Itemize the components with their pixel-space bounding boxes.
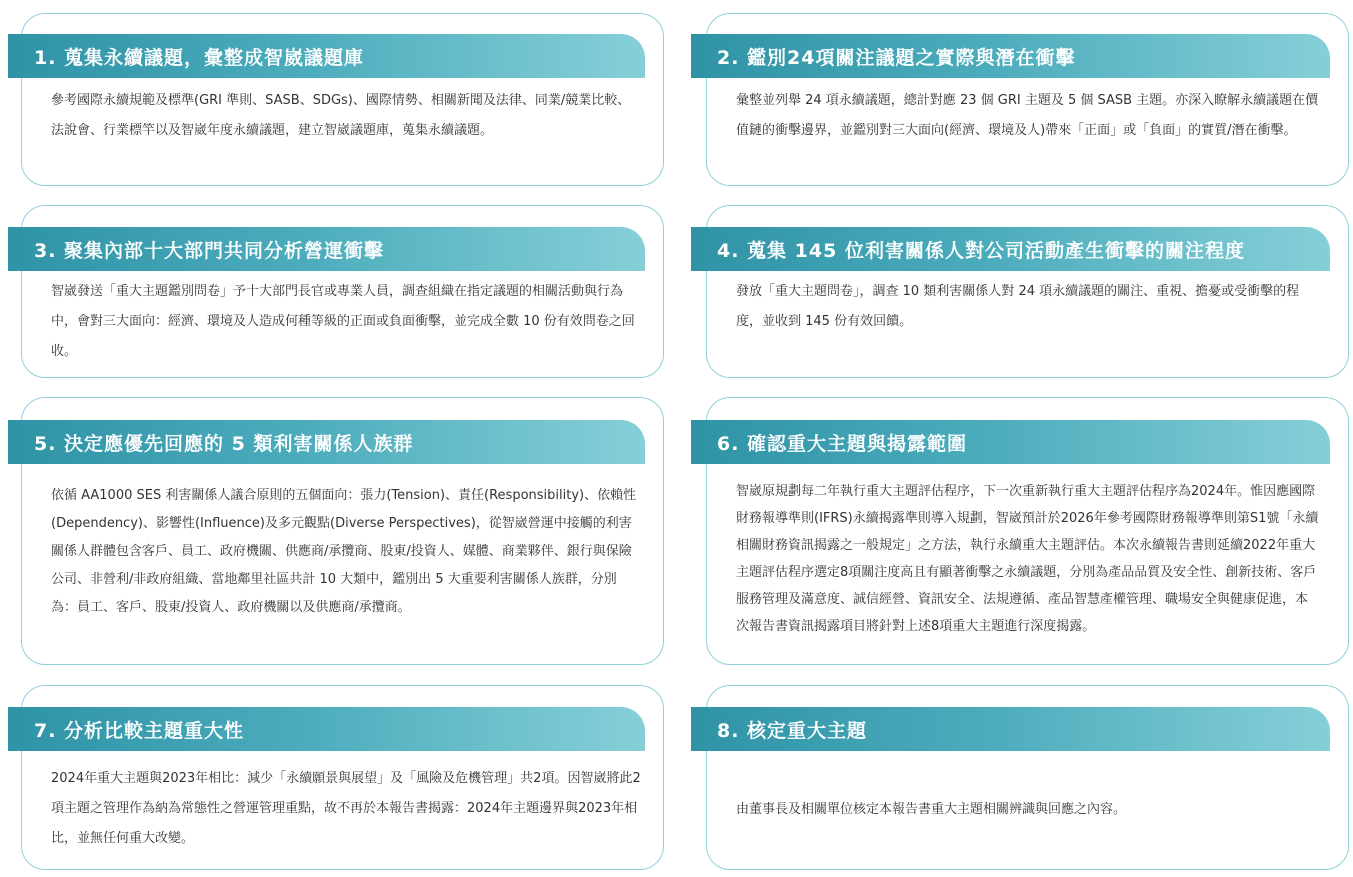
step-title-7: 7. 分析比較主題重大性 [34,719,245,742]
step-text-1: 參考國際永續規範及標準(GRI 準則、SASB、SDGs)、國際情勢、相關新聞及法律、同業/競業比較、法說會、行業標竿以及智崴年度永續議題，建立智崴議題庫，蒐集永續議題。 [51,93,631,138]
step-title-5: 5. 決定應優先回應的 5 類利害關係人族群 [34,432,414,455]
step-text-6: 智崴原規劃每二年執行重大主題評估程序，下一次重新執行重大主題評估程序為2024年。惟因應國際財務報導準則(IFRS)永續揭露準則導入規劃，智崴預計於2026年參考國際財務報導準則第S1號「永續相關財務資訊揭露之一般規定」之方法，執行永續重大主題評估。本次永續報告書則延續2022年重大主題評估程序選定8項關注度高且有顯著衝擊之永續議題，分別為產品品質及安全性、創新技術、客戶服務管理及滿意度、誠信經營、資訊安全、法規遵循、產品智慧產權管理、職場安全與健康促進，本次報告書資訊揭露項目將針對上述8項重大主題進行深度揭露。 [736,484,1319,634]
step-banner-2 [691,34,1330,78]
step-title-4: 4. 蒐集 145 位利害關係人對公司活動產生衝擊的關注程度 [717,239,1245,262]
step-banner-6 [691,420,1330,464]
step-title-1: 1. 蒐集永續議題，彙整成智崴議題庫 [34,46,365,69]
step-title-3: 3. 聚集內部十大部門共同分析營運衝擊 [34,239,385,262]
step-text-7: 2024年重大主題與2023年相比：減少「永續願景與展望」及「風險及危機管理」共2項。因智崴將此2項主題之管理作為納為常態性之營運管理重點，故不再於本報告書揭露：2024年主題邊界與2023年相比，並無任何重大改變。 [51,771,641,846]
step-title-6: 6. 確認重大主題與揭露範圍 [717,432,968,455]
step-banner-1 [8,34,645,78]
step-banner-4 [691,227,1330,271]
step-text-8: 由董事長及相關單位核定本報告書重大主題相關辨識與回應之內容。 [736,802,1127,817]
step-text-4: 發放「重大主題問卷」，調查 10 類利害關係人對 24 項永續議題的關注、重視、擔憂或受衝擊的程度，並收到 145 份有效回饋。 [736,284,1300,329]
step-title-2: 2. 鑑別24項關注議題之實際與潛在衝擊 [717,46,1076,69]
step-banner-3 [8,227,645,271]
step-banner-8 [691,707,1330,751]
step-text-2: 彙整並列舉 24 項永續議題，總計對應 23 個 GRI 主題及 5 個 SASB 主題。亦深入瞭解永續議題在價值鏈的衝擊邊界，並鑑別對三大面向(經濟、環境及人)帶來「正面」或「負面」的實質/潛在衝擊。 [736,93,1319,138]
step-text-3: 智崴發送「重大主題鑑別問卷」予十大部門長官或專業人員，調查組織在指定議題的相關活動與行為中，會對三大面向：經濟、環境及人造成何種等級的正面或負面衝擊，並完成全數 10 份有效問卷之回收。 [51,284,635,359]
step-text-5: 依循 AA1000 SES 利害關係人議合原則的五個面向：張力(Tension)、責任(Responsibility)、依賴性(Dependency)、影響性(Influence)及多元觀點(Diverse Perspectives)，從智崴營運中接觸的利害關係人群體包含客戶、員工、政府機關、供應商/承攬商、股東/投資人、媒體、商業夥伴、銀行與保險公司、非營利/非政府組織、當地鄰里社區共計 10 大類中，鑑別出 5 大重要利害關係人族群，分別為：員工、客戶、股東/投資人、政府機關以及供應商/承攬商。 [51,488,637,615]
step-banner-7 [8,707,645,751]
step-title-8: 8. 核定重大主題 [717,719,868,742]
step-banner-5 [8,420,645,464]
